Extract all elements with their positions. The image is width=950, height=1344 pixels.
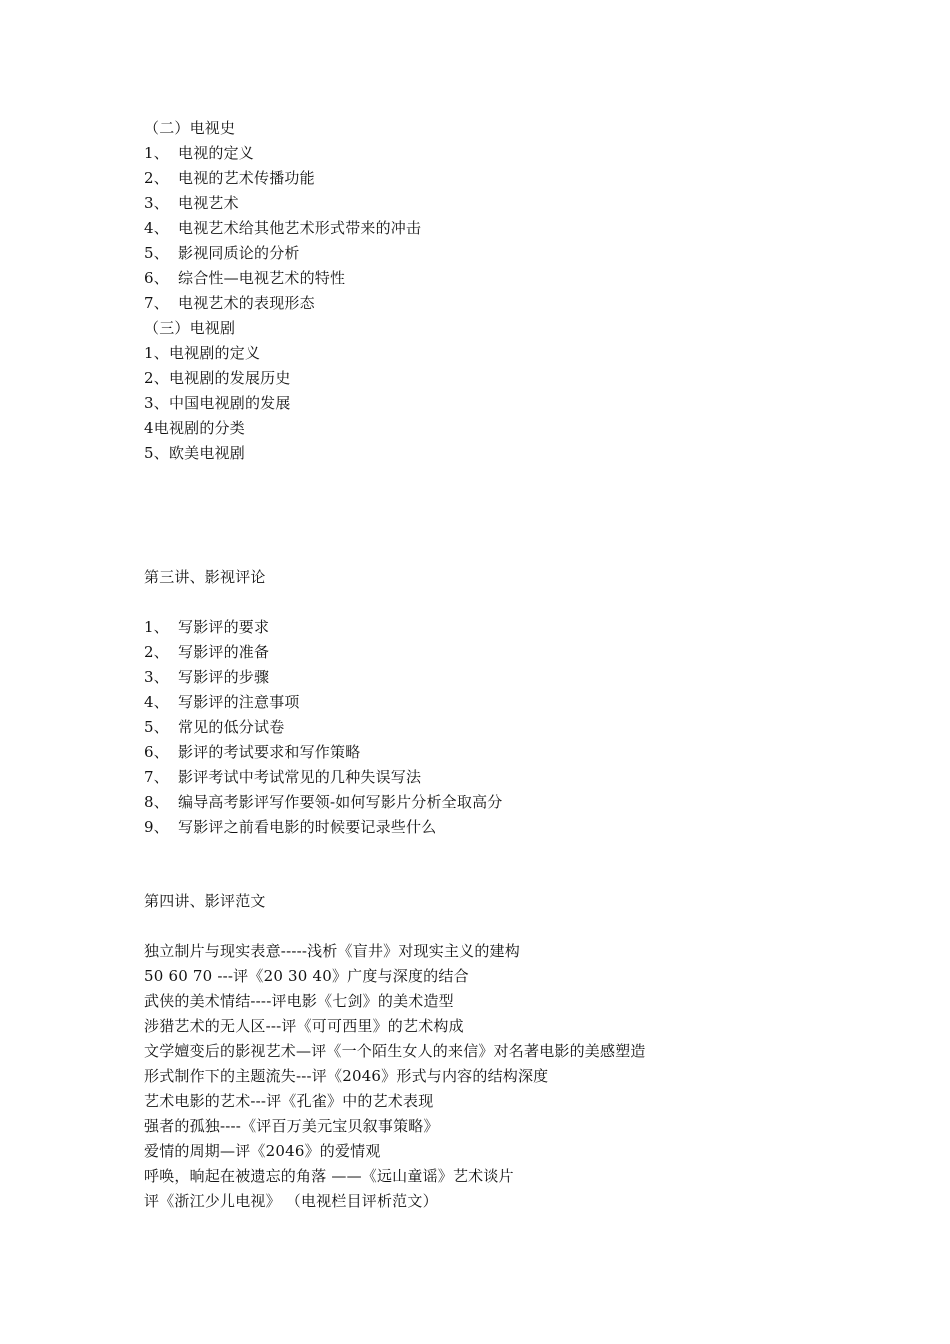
list-item <box>144 667 269 687</box>
list-item <box>144 243 300 263</box>
list-item: 4电视剧的分类 <box>144 419 245 437</box>
item-number: 8、 <box>144 793 169 811</box>
item-number: 4、 <box>144 693 169 711</box>
item-text: 电视艺术 <box>178 194 239 212</box>
item-number: 6、 <box>144 269 169 287</box>
list-item <box>144 817 436 837</box>
item-text: 影视同质论的分析 <box>178 244 300 262</box>
list-item <box>144 692 300 712</box>
item-number: 2、 <box>144 169 169 187</box>
list-item: 强者的孤独----《评百万美元宝贝叙事策略》 <box>144 1117 439 1135</box>
list-item: 文学嬗变后的影视艺术—评《一个陌生女人的来信》对名著电影的美感塑造 <box>144 1042 646 1060</box>
list-item: 形式制作下的主题流失---评《2046》形式与内容的结构深度 <box>144 1067 549 1085</box>
item-text: 写影评的要求 <box>178 618 270 636</box>
item-number: 7、 <box>144 768 169 786</box>
section3-heading: （三）电视剧 <box>144 319 236 337</box>
list-item <box>144 293 315 313</box>
list-item <box>144 792 502 812</box>
item-text: 综合性—电视艺术的特性 <box>178 269 346 287</box>
list-item <box>144 717 284 737</box>
list-item: 2、电视剧的发展历史 <box>144 369 291 387</box>
list-item: 涉猎艺术的无人区---评《可可西里》的艺术构成 <box>144 1017 464 1035</box>
item-text: 电视的定义 <box>178 144 255 162</box>
item-number: 5、 <box>144 244 169 262</box>
list-item <box>144 143 254 163</box>
list-item <box>144 218 421 238</box>
list-item <box>144 617 269 637</box>
item-text: 电视艺术给其他艺术形式带来的冲击 <box>178 219 422 237</box>
list-item <box>144 168 315 188</box>
item-number: 5、 <box>144 718 169 736</box>
list-item: 评《浙江少儿电视》 （电视栏目评析范文） <box>144 1192 438 1210</box>
list-item: 呼唤，晌起在被遗忘的角落 ——《远山童谣》艺术谈片 <box>144 1167 514 1185</box>
list-item <box>144 767 421 787</box>
list-item <box>144 268 345 288</box>
item-text: 写影评的准备 <box>178 643 270 661</box>
list-item <box>144 193 239 213</box>
item-number: 2、 <box>144 643 169 661</box>
item-number: 6、 <box>144 743 169 761</box>
list-item <box>144 642 269 662</box>
list-item: 武侠的美术情结----评电影《七剑》的美术造型 <box>144 992 454 1010</box>
item-text: 写影评的注意事项 <box>178 693 300 711</box>
item-text: 常见的低分试卷 <box>178 718 285 736</box>
list-item: 艺术电影的艺术---评《孔雀》中的艺术表现 <box>144 1092 434 1110</box>
lecture3-heading: 第三讲、影视评论 <box>144 568 266 586</box>
item-number: 3、 <box>144 194 169 212</box>
item-number: 9、 <box>144 818 169 836</box>
item-number: 4、 <box>144 219 169 237</box>
item-text: 影评考试中考试常见的几种失误写法 <box>178 768 422 786</box>
item-number: 1、 <box>144 144 169 162</box>
list-item: 3、中国电视剧的发展 <box>144 394 291 412</box>
lecture4-heading: 第四讲、影评范文 <box>144 892 266 910</box>
item-text: 电视的艺术传播功能 <box>178 169 315 187</box>
item-text: 电视艺术的表现形态 <box>178 294 315 312</box>
list-item: 50 60 70 ---评《20 30 40》广度与深度的结合 <box>144 967 469 985</box>
item-number: 3、 <box>144 668 169 686</box>
item-number: 7、 <box>144 294 169 312</box>
item-text: 影评的考试要求和写作策略 <box>178 743 361 761</box>
list-item: 爱情的周期—评《2046》的爱情观 <box>144 1142 381 1160</box>
item-text: 写影评的步骤 <box>178 668 270 686</box>
list-item: 1、电视剧的定义 <box>144 344 261 362</box>
item-text: 写影评之前看电影的时候要记录些什么 <box>178 818 437 836</box>
item-number: 1、 <box>144 618 169 636</box>
item-text: 编导高考影评写作要领-如何写影片分析全取高分 <box>178 793 503 811</box>
list-item: 5、欧美电视剧 <box>144 444 245 462</box>
section2-heading: （二）电视史 <box>144 119 236 137</box>
list-item <box>144 742 360 762</box>
list-item: 独立制片与现实表意-----浅析《盲井》对现实主义的建构 <box>144 942 520 960</box>
